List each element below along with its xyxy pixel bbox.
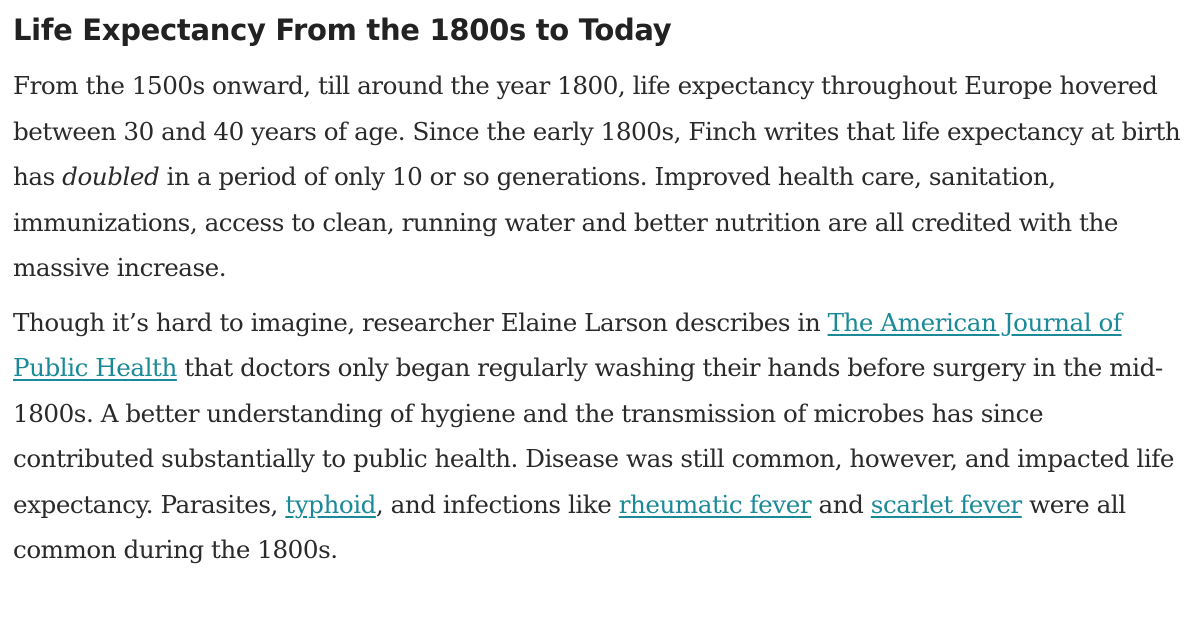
paragraph-1-text-end: in a period of only 10 or so generations. Improved health care, sanitation, immunizations, access to clean, running water and better nutrition are all credited with the massive increase. bbox=[13, 162, 1118, 282]
typhoid-link[interactable]: typhoid bbox=[285, 489, 376, 519]
article-body bbox=[13, 0, 1191, 573]
section-heading: Life Expectancy From the 1800s to Today bbox=[13, 13, 672, 47]
paragraph-1-text-start: From the 1500s onward, till around the year 1800, life expectancy throughout Europe hovered between 30 and 40 years of age. Since the early 1800s, Finch writes that life expectancy at birth has bbox=[13, 71, 1181, 191]
paragraph-2-text-3: , and infections like bbox=[375, 489, 619, 519]
paragraph-2-text-5: were all common during the 1800s. bbox=[13, 489, 1126, 564]
emphasis-doubled: doubled bbox=[62, 162, 160, 191]
paragraph-2-text-1: Though it’s hard to imagine, researcher Elaine Larson describes in bbox=[13, 307, 828, 337]
scarlet-fever-link[interactable]: scarlet fever bbox=[870, 489, 1022, 519]
rheumatic-fever-link[interactable]: rheumatic fever bbox=[618, 489, 812, 519]
journal-link[interactable]: The American Journal of Public Health bbox=[13, 307, 1122, 382]
paragraph-2 bbox=[13, 300, 1191, 573]
paragraph-2-text-2: that doctors only began regularly washing their hands before surgery in the mid-1800s. A better understanding of hygiene and the transmission of microbes has since contributed substantially to public health. Disease was still common, however, and impacted life expectancy. Parasites, bbox=[13, 353, 1175, 519]
paragraph-2-text-4: and bbox=[811, 489, 871, 519]
paragraph-1 bbox=[13, 63, 1191, 291]
